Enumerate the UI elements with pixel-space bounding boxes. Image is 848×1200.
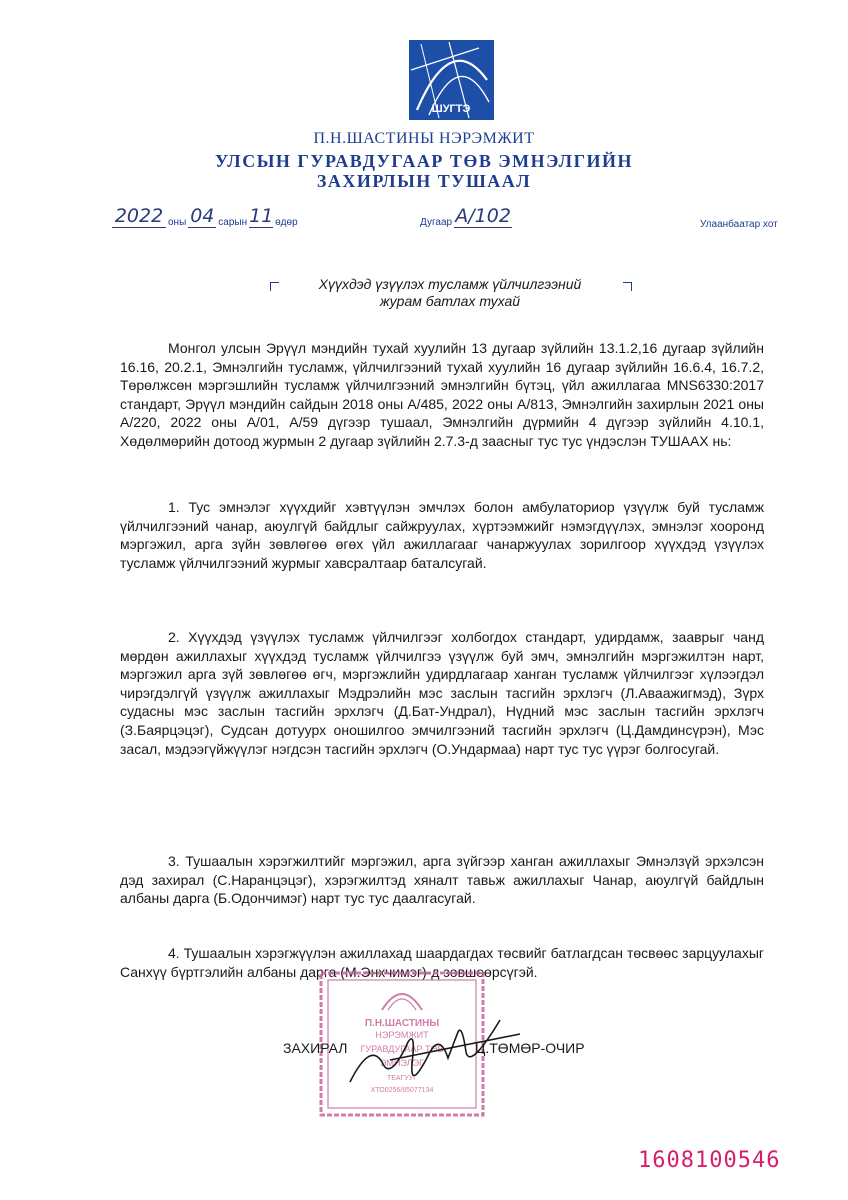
subject-corner-left	[270, 282, 279, 291]
order-date	[112, 205, 300, 235]
svg-text:ХТО0256/85077134: ХТО0256/85077134	[370, 1087, 434, 1094]
month-label: сарын	[218, 217, 248, 228]
number-label: Дугаар	[420, 217, 453, 228]
paragraph-1	[120, 498, 764, 572]
svg-text:НЭРЭМЖИТ: НЭРЭМЖИТ	[375, 1030, 429, 1040]
svg-text:ЭМНЭЛЭГ: ЭМНЭЛЭГ	[380, 1058, 424, 1068]
year-value: 2022	[112, 205, 166, 228]
subject-corner-right	[623, 282, 632, 291]
intro-text: Монгол улсын Эрүүл мэндийн тухай хуулийн 13 дугаар зүйлийн 13.1.2,16 дугаар зүйлийн 16.16, 20.2.1, Эмнэлгийн тусламж, үйлчилгээний тухай хуулийн 16 дугаар зүйлийн 16.6.4, 16.7.2, Төрөлжсөн мэргэшлийн тусламж үйлчилгээний эмнэлгийн бүтэц, үйл ажиллагаа MNS6330:2017 стандарт, Эрүүл мэндийн сайдын 2018 оны А/485, 2022 оны А/813, Эмнэлгийн захирлын 2021 оны А/220, 2022 оны А/01, А/59 дүгээр тушаал, Эмнэлгийн дүрмийн 4 дүгээр зүйлийн 4.10.1, Хөдөлмөрийн дотоод журмын 2 дугаар зүйлийн 2.7.3-д заасныг тус тус үндэслэн ТУШААХ нь:	[120, 340, 764, 449]
svg-text:П.Н.ШАСТИНЫ: П.Н.ШАСТИНЫ	[364, 1018, 440, 1029]
logo-text: ШУГТЭ	[431, 103, 471, 115]
handwritten-signature	[330, 1012, 530, 1102]
subject-line-2: журам батлах тухай	[379, 293, 521, 309]
order-number	[418, 205, 512, 235]
month-value: 04	[190, 205, 215, 227]
header-line-3: ЗАХИРЛЫН ТУШААЛ	[316, 171, 532, 191]
city-label: Улаанбаатар хот	[700, 219, 778, 230]
intro-paragraph	[120, 339, 764, 451]
paragraph-1-text: 1. Тус эмнэлэг хүүхдийг хэвтүүлэн эмчлэх болон амбулаториор үзүүлж буй тусламж үйлчилгээний чанар, аюулгүй байдлыг сайжруулах, хүртээмжийг нэмэгдүүлэх, эмнэлэг хооронд мэргэжил, арга зүйн зөвлөгөө өгөх үйл ажиллагааг чанаржуулах зорилгоор хүүхдэд үзүүлэх тусламж үйлчилгээний журмыг хавсралтаар баталсугай.	[120, 499, 764, 571]
day-value: 11	[249, 205, 274, 227]
year-label: оны	[168, 217, 187, 228]
header-line-1: П.Н.ШАСТИНЫ НЭРЭМЖИТ	[313, 130, 535, 147]
svg-text:ТЕАГУУГ: ТЕАГУУГ	[386, 1075, 418, 1082]
paragraph-3-text: 3. Тушаалын хэрэгжилтийг мэргэжил, арга зүйгээр ханган ажиллахыг Эмнэлзүй эрхэлсэн дэд захирал (С.Наранцэцэг), хэрэгжилтэд хяналт тавьж ажиллахыг Чанар, аюулгүй байдлын албаны дарга (Б.Одончимэг) нарт тус тус даалгасугай.	[120, 853, 764, 907]
subject-line-1: Хүүхдэд үзүүлэх тусламж үйлчилгээний	[318, 276, 582, 292]
paragraph-3	[120, 852, 764, 908]
signatory-name: Ц.ТӨМӨР-ОЧИР	[475, 1040, 585, 1056]
paragraph-2-text: 2. Хүүхдэд үзүүлэх тусламж үйлчилгээг холбогдох стандарт, удирдамж, зааврыг чанд мөрдөн ажиллахыг хүүхдэд тусламж үйлчилгээ үзүүлж буй эмч, эмнэлгийн мэргэжилтэн нарт, мэргэжил арга зүй зөвлөгөө өгч, мэргэжлийн удирдлагаар ханган тусламж үйлчилгээг хүлээгдэл чирэгдэлгүй үзүүлж ажиллахыг Мэдрэлийн мэс заслын тасгийн эрхлэгч (Л.Аваажигмэд), Зүрх судасны мэс заслын тасгийн эрхлэгч (Д.Бат-Ундрал), Нүдний мэс заслын тасгийн эрхлэгч (З.Баярцэцэг), Судсан дотуурх оношилгоо эмчилгээний тасгийн эрхлэгч (Ц.Дамдинсүрэн), Мэс засал, мэдээгүйжүүлэг нэгдсэн тасгийн эрхлэгч (О.Ундармаа) нарт тус тус үүрэг болгосугай.	[120, 629, 764, 757]
svg-text:ГУРАВДУГААР ТӨВ: ГУРАВДУГААР ТӨВ	[360, 1044, 444, 1054]
hospital-logo	[409, 40, 494, 120]
signatory-role: ЗАХИРАЛ	[283, 1040, 348, 1056]
paragraph-4-text: 4. Тушаалын хэрэгжүүлэн ажиллахад шаардагдах төсвийг батлагдсан төсвөөс зарцуулахыг Санхүү бүртгэлийн албаны дарга (М.Энхчимэг)-д зөвшөөрсүгэй.	[120, 945, 764, 980]
number-value: А/102	[455, 205, 511, 227]
day-label: өдөр	[275, 217, 298, 228]
document-number: 1608100546	[638, 1148, 781, 1173]
header-line-2: УЛСЫН ГУРАВДУГААР ТӨВ ЭМНЭЛГИЙН	[214, 151, 634, 171]
paragraph-2	[120, 628, 764, 758]
